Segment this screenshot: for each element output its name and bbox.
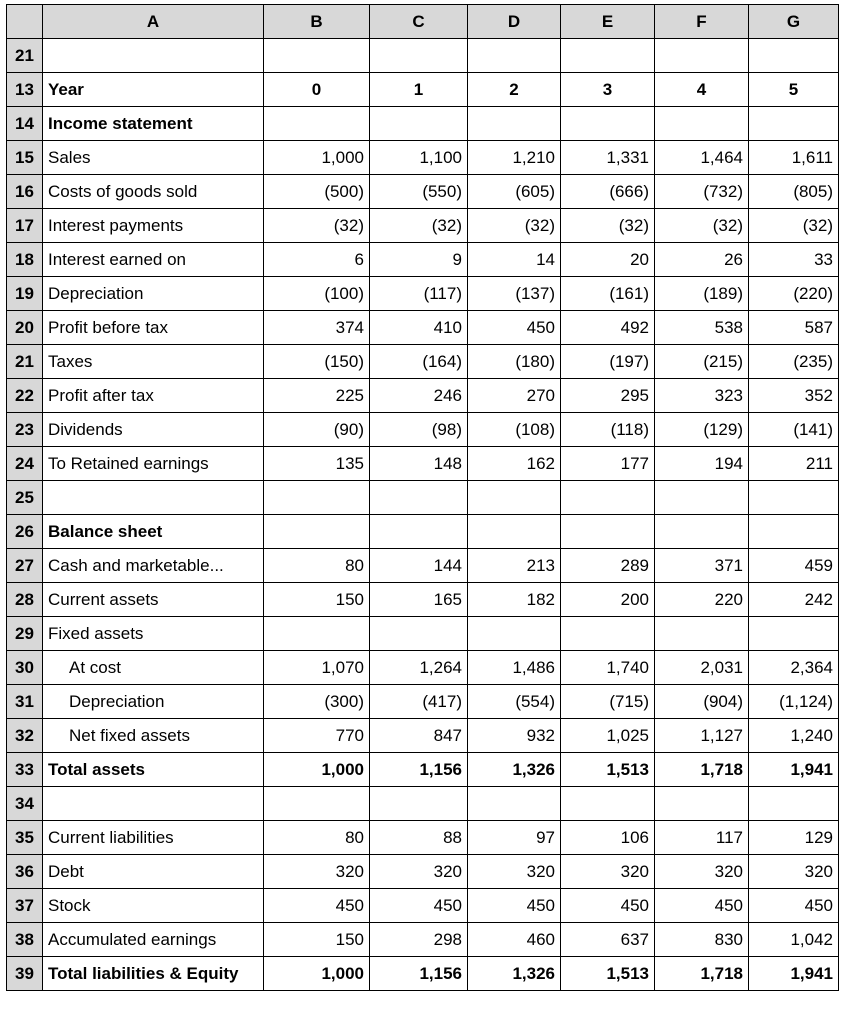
- value-cell[interactable]: (137): [468, 277, 561, 311]
- value-cell[interactable]: 1,070: [264, 651, 370, 685]
- value-cell[interactable]: 298: [370, 923, 468, 957]
- row-header[interactable]: 34: [7, 787, 43, 821]
- value-cell[interactable]: [655, 787, 749, 821]
- table-row: [7, 141, 839, 175]
- table-row: [7, 549, 839, 583]
- value-cell[interactable]: [370, 107, 468, 141]
- row-header[interactable]: 18: [7, 243, 43, 277]
- value-cell[interactable]: 1,513: [561, 957, 655, 991]
- value-cell[interactable]: 144: [370, 549, 468, 583]
- table-row: [7, 107, 839, 141]
- table-row: [7, 787, 839, 821]
- row-label-cell[interactable]: Fixed assets: [43, 617, 264, 651]
- value-cell[interactable]: [370, 515, 468, 549]
- row-label-cell[interactable]: Total assets: [43, 753, 264, 787]
- value-cell[interactable]: 450: [264, 889, 370, 923]
- value-cell[interactable]: [468, 481, 561, 515]
- value-cell[interactable]: 1,326: [468, 753, 561, 787]
- value-cell[interactable]: [561, 617, 655, 651]
- value-cell[interactable]: 150: [264, 583, 370, 617]
- value-cell[interactable]: (189): [655, 277, 749, 311]
- value-cell[interactable]: 211: [749, 447, 839, 481]
- value-cell[interactable]: 1,740: [561, 651, 655, 685]
- row-label-cell[interactable]: Balance sheet: [43, 515, 264, 549]
- value-cell[interactable]: 80: [264, 549, 370, 583]
- row-label-cell[interactable]: Stock: [43, 889, 264, 923]
- value-cell[interactable]: (100): [264, 277, 370, 311]
- value-cell[interactable]: 450: [468, 311, 561, 345]
- value-cell[interactable]: (215): [655, 345, 749, 379]
- row-header[interactable]: 17: [7, 209, 43, 243]
- table-row: [7, 957, 839, 991]
- row-label-cell[interactable]: Interest earned on: [43, 243, 264, 277]
- row-header[interactable]: 14: [7, 107, 43, 141]
- row-header[interactable]: 27: [7, 549, 43, 583]
- row-header[interactable]: 26: [7, 515, 43, 549]
- value-cell[interactable]: (180): [468, 345, 561, 379]
- value-cell[interactable]: 1,941: [749, 957, 839, 991]
- table-row: [7, 243, 839, 277]
- value-cell[interactable]: 97: [468, 821, 561, 855]
- value-cell[interactable]: 1,025: [561, 719, 655, 753]
- value-cell[interactable]: 80: [264, 821, 370, 855]
- value-cell[interactable]: [655, 39, 749, 73]
- value-cell[interactable]: (117): [370, 277, 468, 311]
- value-cell[interactable]: 33: [749, 243, 839, 277]
- value-cell[interactable]: [468, 515, 561, 549]
- row-header[interactable]: 19: [7, 277, 43, 311]
- table-row: [7, 753, 839, 787]
- value-cell[interactable]: 2,031: [655, 651, 749, 685]
- row-label-cell[interactable]: Cash and marketable...: [43, 549, 264, 583]
- row-label-cell[interactable]: Costs of goods sold: [43, 175, 264, 209]
- value-cell[interactable]: 5: [749, 73, 839, 107]
- table-row: [7, 447, 839, 481]
- value-cell[interactable]: [264, 515, 370, 549]
- value-cell[interactable]: 182: [468, 583, 561, 617]
- value-cell[interactable]: [264, 107, 370, 141]
- value-cell[interactable]: (118): [561, 413, 655, 447]
- row-label-cell[interactable]: Year: [43, 73, 264, 107]
- value-cell[interactable]: 1,100: [370, 141, 468, 175]
- value-cell[interactable]: [264, 39, 370, 73]
- value-cell[interactable]: [468, 39, 561, 73]
- value-cell[interactable]: [264, 787, 370, 821]
- row-header[interactable]: 22: [7, 379, 43, 413]
- value-cell[interactable]: [561, 39, 655, 73]
- row-label-cell[interactable]: [43, 787, 264, 821]
- value-cell[interactable]: 200: [561, 583, 655, 617]
- value-cell[interactable]: 1,000: [264, 957, 370, 991]
- value-cell[interactable]: 637: [561, 923, 655, 957]
- value-cell[interactable]: 1,210: [468, 141, 561, 175]
- table-row: [7, 175, 839, 209]
- table-row: [7, 209, 839, 243]
- value-cell[interactable]: 1: [370, 73, 468, 107]
- column-header-g[interactable]: G: [749, 5, 839, 39]
- value-cell[interactable]: 847: [370, 719, 468, 753]
- row-label-cell[interactable]: Dividends: [43, 413, 264, 447]
- value-cell[interactable]: 1,156: [370, 957, 468, 991]
- value-cell[interactable]: 1,611: [749, 141, 839, 175]
- column-header-a[interactable]: A: [43, 5, 264, 39]
- value-cell[interactable]: 9: [370, 243, 468, 277]
- value-cell[interactable]: 1,486: [468, 651, 561, 685]
- value-cell[interactable]: (141): [749, 413, 839, 447]
- value-cell[interactable]: 352: [749, 379, 839, 413]
- column-header-e[interactable]: E: [561, 5, 655, 39]
- value-cell[interactable]: 246: [370, 379, 468, 413]
- value-cell[interactable]: [655, 107, 749, 141]
- value-cell[interactable]: 20: [561, 243, 655, 277]
- value-cell[interactable]: 323: [655, 379, 749, 413]
- value-cell[interactable]: [655, 617, 749, 651]
- value-cell[interactable]: 1,331: [561, 141, 655, 175]
- row-header[interactable]: 38: [7, 923, 43, 957]
- value-cell[interactable]: [749, 107, 839, 141]
- table-row: [7, 651, 839, 685]
- value-cell[interactable]: 1,000: [264, 141, 370, 175]
- value-cell[interactable]: 371: [655, 549, 749, 583]
- row-header[interactable]: 21: [7, 345, 43, 379]
- value-cell[interactable]: (32): [561, 209, 655, 243]
- value-cell[interactable]: (666): [561, 175, 655, 209]
- value-cell[interactable]: 289: [561, 549, 655, 583]
- value-cell[interactable]: (32): [370, 209, 468, 243]
- value-cell[interactable]: 220: [655, 583, 749, 617]
- row-label-cell[interactable]: Interest payments: [43, 209, 264, 243]
- row-label-cell[interactable]: Current assets: [43, 583, 264, 617]
- value-cell[interactable]: 450: [468, 889, 561, 923]
- row-header[interactable]: 16: [7, 175, 43, 209]
- value-cell[interactable]: 374: [264, 311, 370, 345]
- value-cell[interactable]: (732): [655, 175, 749, 209]
- row-header[interactable]: 37: [7, 889, 43, 923]
- column-header-c[interactable]: C: [370, 5, 468, 39]
- row-header[interactable]: 28: [7, 583, 43, 617]
- value-cell[interactable]: 14: [468, 243, 561, 277]
- value-cell[interactable]: 129: [749, 821, 839, 855]
- value-cell[interactable]: 1,156: [370, 753, 468, 787]
- table-row: [7, 583, 839, 617]
- row-label-cell[interactable]: Debt: [43, 855, 264, 889]
- value-cell[interactable]: (417): [370, 685, 468, 719]
- value-cell[interactable]: 1,513: [561, 753, 655, 787]
- table-row: [7, 311, 839, 345]
- value-cell[interactable]: [468, 787, 561, 821]
- value-cell[interactable]: 148: [370, 447, 468, 481]
- value-cell[interactable]: 450: [561, 889, 655, 923]
- spreadsheet-grid: [6, 4, 839, 991]
- table-row: [7, 855, 839, 889]
- table-row: [7, 923, 839, 957]
- value-cell[interactable]: (108): [468, 413, 561, 447]
- value-cell[interactable]: 932: [468, 719, 561, 753]
- column-header-row: [7, 5, 839, 39]
- value-cell[interactable]: 450: [655, 889, 749, 923]
- value-cell[interactable]: 460: [468, 923, 561, 957]
- table-row: [7, 73, 839, 107]
- table-row: [7, 379, 839, 413]
- value-cell[interactable]: 830: [655, 923, 749, 957]
- row-header[interactable]: 25: [7, 481, 43, 515]
- value-cell[interactable]: 1,000: [264, 753, 370, 787]
- value-cell[interactable]: 1,127: [655, 719, 749, 753]
- value-cell[interactable]: 242: [749, 583, 839, 617]
- value-cell[interactable]: [749, 787, 839, 821]
- table-row: [7, 277, 839, 311]
- row-label-cell[interactable]: Net fixed assets: [43, 719, 264, 753]
- value-cell[interactable]: 1,718: [655, 753, 749, 787]
- table-row: [7, 617, 839, 651]
- value-cell[interactable]: 492: [561, 311, 655, 345]
- value-cell[interactable]: 450: [370, 889, 468, 923]
- value-cell[interactable]: 320: [561, 855, 655, 889]
- row-header[interactable]: 21: [7, 39, 43, 73]
- value-cell[interactable]: 6: [264, 243, 370, 277]
- value-cell[interactable]: (161): [561, 277, 655, 311]
- column-header-d[interactable]: D: [468, 5, 561, 39]
- value-cell[interactable]: [749, 481, 839, 515]
- table-row: [7, 515, 839, 549]
- table-row: [7, 889, 839, 923]
- value-cell[interactable]: 177: [561, 447, 655, 481]
- value-cell[interactable]: 450: [749, 889, 839, 923]
- value-cell[interactable]: [468, 617, 561, 651]
- value-cell[interactable]: 1,326: [468, 957, 561, 991]
- value-cell[interactable]: 106: [561, 821, 655, 855]
- value-cell[interactable]: (32): [655, 209, 749, 243]
- value-cell[interactable]: (197): [561, 345, 655, 379]
- value-cell[interactable]: 295: [561, 379, 655, 413]
- row-header[interactable]: 35: [7, 821, 43, 855]
- value-cell[interactable]: 135: [264, 447, 370, 481]
- value-cell[interactable]: [749, 617, 839, 651]
- value-cell[interactable]: 320: [655, 855, 749, 889]
- row-label-cell[interactable]: [43, 481, 264, 515]
- select-all-corner[interactable]: [7, 5, 43, 39]
- value-cell[interactable]: 117: [655, 821, 749, 855]
- table-row: [7, 39, 839, 73]
- value-cell[interactable]: [370, 481, 468, 515]
- table-row: [7, 481, 839, 515]
- value-cell[interactable]: 194: [655, 447, 749, 481]
- value-cell[interactable]: 587: [749, 311, 839, 345]
- value-cell[interactable]: 225: [264, 379, 370, 413]
- value-cell[interactable]: 1,718: [655, 957, 749, 991]
- value-cell[interactable]: 1,941: [749, 753, 839, 787]
- value-cell[interactable]: 320: [468, 855, 561, 889]
- row-label-cell[interactable]: Current liabilities: [43, 821, 264, 855]
- value-cell[interactable]: 1,240: [749, 719, 839, 753]
- value-cell[interactable]: 26: [655, 243, 749, 277]
- row-header[interactable]: 30: [7, 651, 43, 685]
- value-cell[interactable]: [370, 617, 468, 651]
- value-cell[interactable]: (32): [749, 209, 839, 243]
- value-cell[interactable]: 3: [561, 73, 655, 107]
- row-header[interactable]: 39: [7, 957, 43, 991]
- value-cell[interactable]: 538: [655, 311, 749, 345]
- value-cell[interactable]: [561, 787, 655, 821]
- row-label-cell[interactable]: To Retained earnings: [43, 447, 264, 481]
- grid-body: [7, 39, 839, 991]
- value-cell[interactable]: (90): [264, 413, 370, 447]
- value-cell[interactable]: [749, 39, 839, 73]
- value-cell[interactable]: 320: [370, 855, 468, 889]
- value-cell[interactable]: [655, 515, 749, 549]
- value-cell[interactable]: (550): [370, 175, 468, 209]
- value-cell[interactable]: 162: [468, 447, 561, 481]
- value-cell[interactable]: [561, 481, 655, 515]
- column-header-f[interactable]: F: [655, 5, 749, 39]
- row-header[interactable]: 32: [7, 719, 43, 753]
- value-cell[interactable]: (164): [370, 345, 468, 379]
- value-cell[interactable]: (235): [749, 345, 839, 379]
- value-cell[interactable]: [749, 515, 839, 549]
- value-cell[interactable]: 410: [370, 311, 468, 345]
- table-row: [7, 345, 839, 379]
- value-cell[interactable]: (715): [561, 685, 655, 719]
- row-label-cell[interactable]: Depreciation: [43, 277, 264, 311]
- value-cell[interactable]: 0: [264, 73, 370, 107]
- value-cell[interactable]: 320: [749, 855, 839, 889]
- row-label-cell[interactable]: At cost: [43, 651, 264, 685]
- value-cell[interactable]: 2: [468, 73, 561, 107]
- value-cell[interactable]: [370, 787, 468, 821]
- value-cell[interactable]: (32): [264, 209, 370, 243]
- value-cell[interactable]: 1,042: [749, 923, 839, 957]
- value-cell[interactable]: (98): [370, 413, 468, 447]
- row-label-cell[interactable]: Income statement: [43, 107, 264, 141]
- value-cell[interactable]: [264, 617, 370, 651]
- column-header-b[interactable]: B: [264, 5, 370, 39]
- row-header[interactable]: 20: [7, 311, 43, 345]
- value-cell[interactable]: [468, 107, 561, 141]
- value-cell[interactable]: 213: [468, 549, 561, 583]
- value-cell[interactable]: 88: [370, 821, 468, 855]
- row-label-cell[interactable]: Profit after tax: [43, 379, 264, 413]
- row-label-cell[interactable]: Taxes: [43, 345, 264, 379]
- value-cell[interactable]: (1,124): [749, 685, 839, 719]
- table-row: [7, 685, 839, 719]
- value-cell[interactable]: (32): [468, 209, 561, 243]
- value-cell[interactable]: 320: [264, 855, 370, 889]
- value-cell[interactable]: 770: [264, 719, 370, 753]
- value-cell[interactable]: [264, 481, 370, 515]
- value-cell[interactable]: [561, 515, 655, 549]
- value-cell[interactable]: 270: [468, 379, 561, 413]
- value-cell[interactable]: 2,364: [749, 651, 839, 685]
- row-label-cell[interactable]: Total liabilities & Equity: [43, 957, 264, 991]
- table-row: [7, 821, 839, 855]
- value-cell[interactable]: (605): [468, 175, 561, 209]
- value-cell[interactable]: 165: [370, 583, 468, 617]
- row-header[interactable]: 24: [7, 447, 43, 481]
- row-header[interactable]: 36: [7, 855, 43, 889]
- value-cell[interactable]: (904): [655, 685, 749, 719]
- row-label-cell[interactable]: Sales: [43, 141, 264, 175]
- value-cell[interactable]: (129): [655, 413, 749, 447]
- value-cell[interactable]: [561, 107, 655, 141]
- row-header[interactable]: 15: [7, 141, 43, 175]
- row-label-cell[interactable]: Accumulated earnings: [43, 923, 264, 957]
- row-header[interactable]: 33: [7, 753, 43, 787]
- value-cell[interactable]: (554): [468, 685, 561, 719]
- row-header[interactable]: 29: [7, 617, 43, 651]
- value-cell[interactable]: (500): [264, 175, 370, 209]
- value-cell[interactable]: 1,264: [370, 651, 468, 685]
- value-cell[interactable]: [370, 39, 468, 73]
- value-cell[interactable]: 150: [264, 923, 370, 957]
- row-header[interactable]: 13: [7, 73, 43, 107]
- table-row: [7, 413, 839, 447]
- table-row: [7, 719, 839, 753]
- value-cell[interactable]: 459: [749, 549, 839, 583]
- row-label-cell[interactable]: Depreciation: [43, 685, 264, 719]
- value-cell[interactable]: (220): [749, 277, 839, 311]
- row-header[interactable]: 23: [7, 413, 43, 447]
- value-cell[interactable]: (300): [264, 685, 370, 719]
- value-cell[interactable]: [655, 481, 749, 515]
- value-cell[interactable]: 1,464: [655, 141, 749, 175]
- row-label-cell[interactable]: Profit before tax: [43, 311, 264, 345]
- row-header[interactable]: 31: [7, 685, 43, 719]
- value-cell[interactable]: (150): [264, 345, 370, 379]
- value-cell[interactable]: (805): [749, 175, 839, 209]
- row-label-cell[interactable]: [43, 39, 264, 73]
- value-cell[interactable]: 4: [655, 73, 749, 107]
